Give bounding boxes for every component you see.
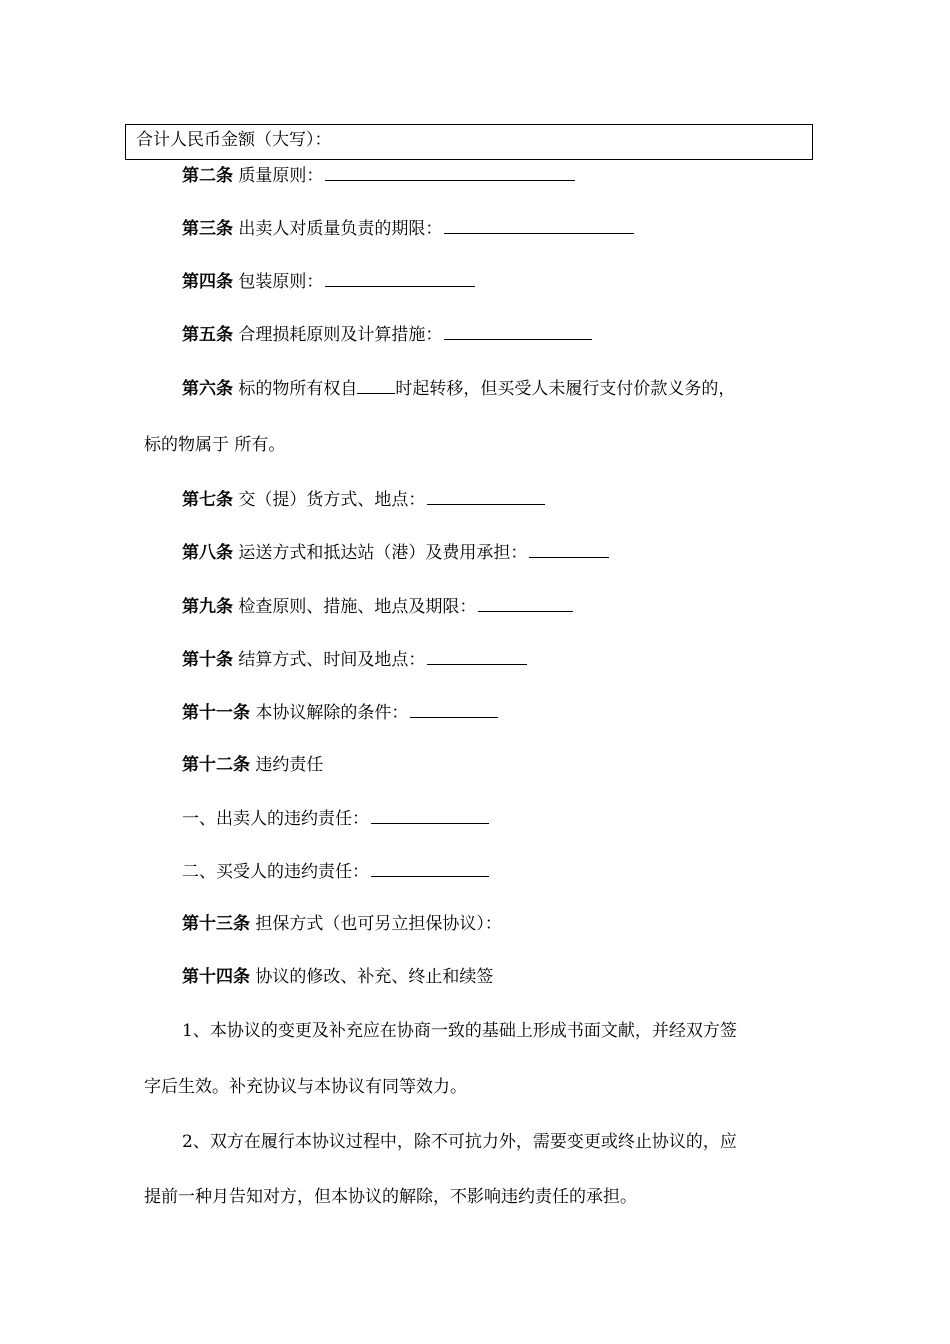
- article-11: [182, 699, 498, 726]
- article-text: 质量原则：: [238, 166, 324, 186]
- article-14: [182, 964, 493, 990]
- article-5: [182, 321, 592, 348]
- article-text: 出卖人对质量负责的期限：: [238, 219, 443, 239]
- article-7: [182, 486, 545, 513]
- article-12: [182, 752, 323, 778]
- article-heading: 第十一条: [182, 703, 250, 723]
- list-item: 二、买受人的违约责任：: [182, 862, 369, 882]
- article-text: 检查原则、措施、地点及期限：: [238, 597, 477, 617]
- article-heading: 第十四条: [182, 967, 250, 987]
- fill-blank[interactable]: [371, 858, 489, 877]
- article-14-para-2: [182, 1129, 737, 1155]
- article-2: [182, 162, 575, 189]
- article-text: 结算方式、时间及地点：: [238, 650, 426, 670]
- fill-blank[interactable]: [410, 699, 498, 718]
- total-amount-box: [125, 124, 813, 160]
- article-heading: 第三条: [182, 219, 233, 239]
- article-text: 时起转移，但买受人未履行支付价款义务的，: [395, 379, 736, 399]
- article-heading: 第六条: [182, 379, 233, 399]
- article-6: [182, 375, 735, 402]
- paragraph-line: 字后生效。补充协议与本协议有同等效力。: [144, 1077, 467, 1097]
- article-heading: 第十三条: [182, 914, 250, 934]
- article-text: 违约责任: [255, 755, 324, 775]
- fill-blank[interactable]: [444, 215, 634, 234]
- article-12-item-2: [182, 858, 489, 885]
- total-amount-label: 合计人民币金额（大写）：: [136, 130, 332, 150]
- article-heading: 第九条: [182, 597, 233, 617]
- article-text: 运送方式和抵达站（港）及费用承担：: [238, 543, 528, 563]
- fill-blank[interactable]: [325, 162, 575, 181]
- paragraph-line: 2、双方在履行本协议过程中，除不可抗力外，需要变更或终止协议的，应: [182, 1132, 737, 1152]
- fill-blank[interactable]: [357, 375, 395, 394]
- article-14-para-2-cont: [144, 1184, 637, 1210]
- article-3: [182, 215, 634, 242]
- article-4: [182, 268, 475, 295]
- article-12-item-1: [182, 805, 489, 832]
- article-text: 标的物所有权自: [238, 379, 358, 399]
- article-heading: 第二条: [182, 166, 233, 186]
- article-heading: 第十条: [182, 650, 233, 670]
- fill-blank[interactable]: [325, 268, 475, 287]
- article-text: 担保方式（也可另立担保协议）：: [255, 914, 502, 934]
- article-text: 本协议解除的条件：: [255, 703, 409, 723]
- article-heading: 第五条: [182, 325, 233, 345]
- article-heading: 第十二条: [182, 755, 250, 775]
- paragraph-line: 提前一种月告知对方，但本协议的解除，不影响违约责任的承担。: [144, 1187, 637, 1207]
- fill-blank[interactable]: [371, 805, 489, 824]
- article-text: 标的物属于 所有。: [144, 435, 286, 455]
- article-text: 包装原则：: [238, 272, 324, 292]
- article-text: 交（提）货方式、地点：: [238, 490, 426, 510]
- article-14-para-1: [182, 1018, 737, 1044]
- article-13: [182, 911, 502, 937]
- article-text: 协议的修改、补充、终止和续签: [255, 967, 494, 987]
- article-text: 合理损耗原则及计算措施：: [238, 325, 443, 345]
- article-heading: 第四条: [182, 272, 233, 292]
- fill-blank[interactable]: [427, 486, 545, 505]
- fill-blank[interactable]: [444, 321, 592, 340]
- paragraph-line: 1、本协议的变更及补充应在协商一致的基础上形成书面文献，并经双方签: [182, 1021, 737, 1041]
- article-9: [182, 593, 573, 620]
- list-item: 一、出卖人的违约责任：: [182, 809, 369, 829]
- article-6-continued: [144, 432, 285, 458]
- fill-blank[interactable]: [427, 646, 527, 665]
- fill-blank[interactable]: [478, 593, 573, 612]
- article-heading: 第七条: [182, 490, 233, 510]
- article-heading: 第八条: [182, 543, 233, 563]
- fill-blank[interactable]: [529, 539, 609, 558]
- article-8: [182, 539, 609, 566]
- article-10: [182, 646, 527, 673]
- article-14-para-1-cont: [144, 1074, 467, 1100]
